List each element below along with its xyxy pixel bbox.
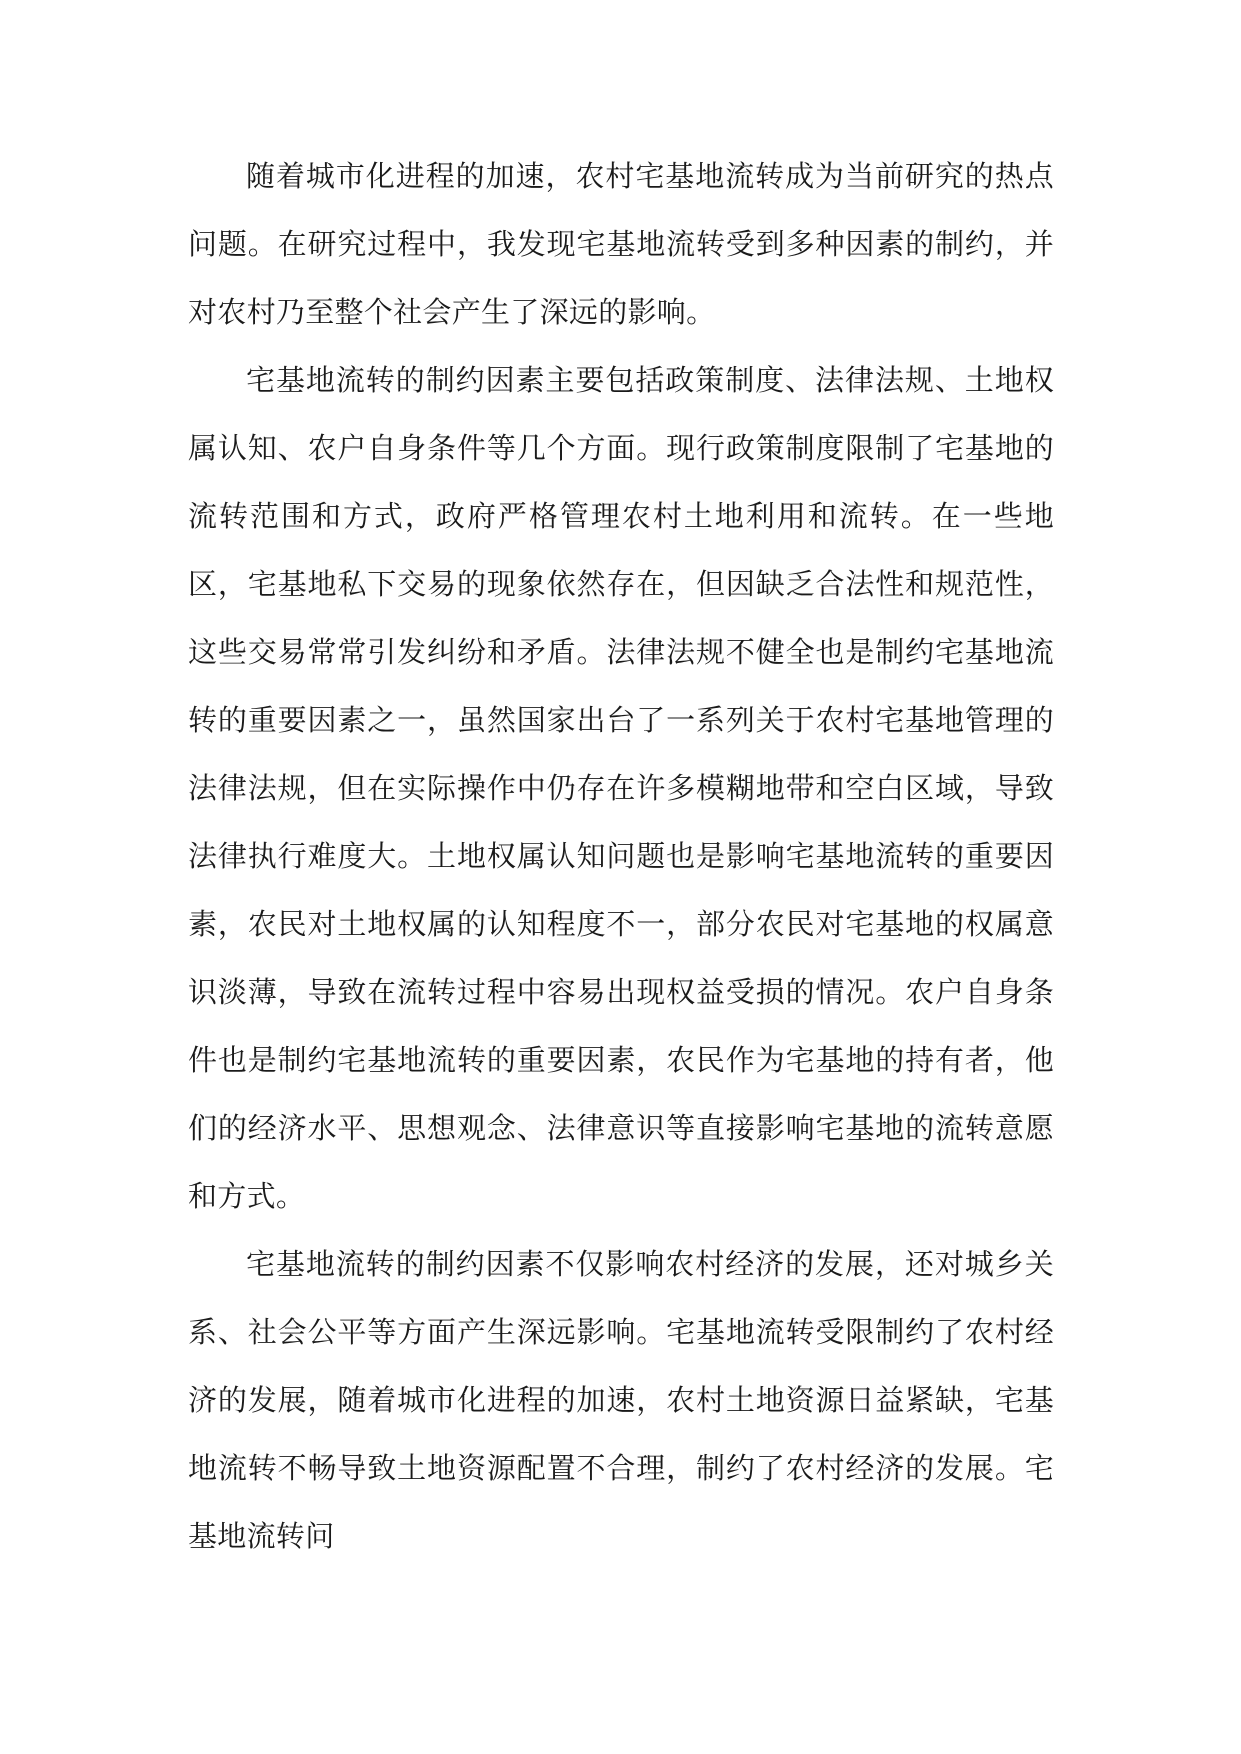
paragraph-intro: 随着城市化进程的加速，农村宅基地流转成为当前研究的热点问题。在研究过程中，我发现宅基地流转受到多种因素的制约，并对农村乃至整个社会产生了深远的影响。	[188, 159, 1054, 329]
paragraph-constraint-factors: 宅基地流转的制约因素主要包括政策制度、法律法规、土地权属认知、农户自身条件等几个方面。现行政策制度限制了宅基地的流转范围和方式，政府严格管理农村土地利用和流转。在一些地区，宅基地私下交易的现象依然存在，但因缺乏合法性和规范性，这些交易常常引发纠纷和矛盾。法律法规不健全也是制约宅基地流转的重要因素之一，虽然国家出台了一系列关于农村宅基地管理的法律法规，但在实际操作中仍存在许多模糊地带和空白区域，导致法律执行难度大。土地权属认知问题也是影响宅基地流转的重要因素，农民对土地权属的认知程度不一，部分农民对宅基地的权属意识淡薄，导致在流转过程中容易出现权益受损的情况。农户自身条件也是制约宅基地流转的重要因素，农民作为宅基地的持有者，他们的经济水平、思想观念、法律意识等直接影响宅基地的流转意愿和方式。	[188, 363, 1054, 1213]
document-page	[188, 142, 1054, 1570]
paragraph-impacts: 宅基地流转的制约因素不仅影响农村经济的发展，还对城乡关系、社会公平等方面产生深远影响。宅基地流转受限制约了农村经济的发展，随着城市化进程的加速，农村土地资源日益紧缺，宅基地流转不畅导致土地资源配置不合理，制约了农村经济的发展。宅基地流转问	[188, 1247, 1054, 1553]
